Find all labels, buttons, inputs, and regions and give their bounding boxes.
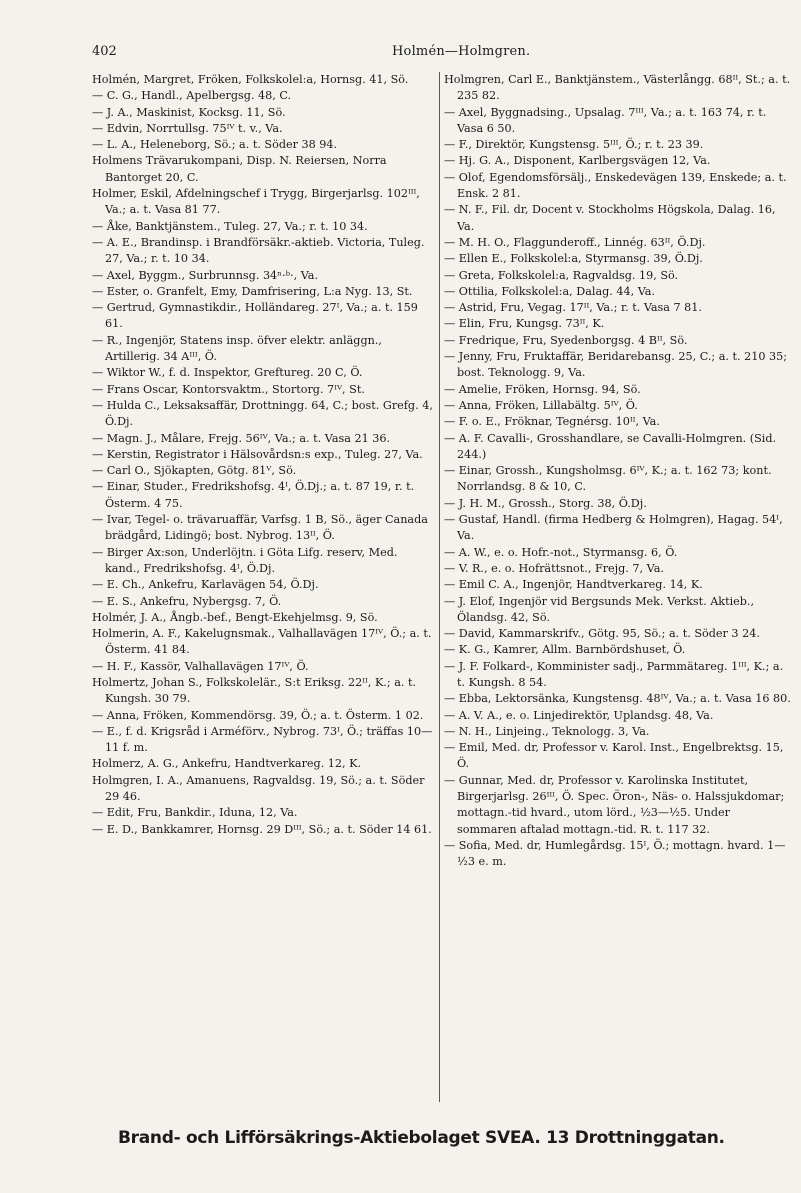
directory-entry: — Carl O., Sjökapten, Götg. 81ⱽ, Sö. [92,464,297,478]
column-divider [439,72,440,1102]
directory-entry: — H. F., Kassör, Valhallavägen 17ᴵⱽ, Ö. [92,659,309,673]
directory-entry: — Gertrud, Gymnastikdir., Holländareg. 27ᴵ, Va.; a. t. 159 61. [92,301,418,331]
directory-entry: — J. Elof, Ingenjör vid Bergsunds Mek. Verkst. Aktieb., Ölandsg. 42, Sö. [444,594,755,624]
directory-entry: — Axel, Byggnadsing., Upsalag. 7ᴵᴵᴵ, Va.; a. t. 163 74, r. t. Vasa 6 50. [444,105,767,135]
running-head: Holmén—Holmgren. [392,44,531,59]
directory-entry: Holmertz, Johan S., Folkskolelär., S:t Eriksg. 22ᴵᴵ, K.; a. t. Kungsh. 30 79. [92,675,417,706]
directory-entry: — E., f. d. Krigsråd i Arméförv., Nybrog. 73ᴵ, Ö.; träffas 10—11 f. m. [92,724,433,755]
directory-entry: Holmén, Margret, Fröken, Folkskolel:a, Hornsg. 41, Sö. [92,73,409,86]
directory-entry: — A. E., Brandinsp. i Brandförsäkr.-aktieb. Victoria, Tuleg. 27, Va.; r. t. 10 34. [92,235,425,266]
directory-entry: Holmgren, I. A., Amanuens, Ragvaldsg. 19, Sö.; a. t. Söder 29 46. [92,773,425,804]
directory-entry: — Hj. G. A., Disponent, Karlbergsvägen 12, Va. [444,154,711,168]
directory-entry: — Fredrique, Fru, Syedenborgsg. 4 Bᴵᴵ, Sö. [444,333,688,347]
directory-entry: — Birger Ax:son, Underlöjtn. i Göta Lifg. reserv, Med. kand., Fredrikshofsg. 4ᴵ, Ö.Dj. [92,545,398,575]
directory-entry: Holmer, Eskil, Afdelningschef i Trygg, Birgerjarlsg. 102ᴵᴵᴵ, Va.; a. t. Vasa 81 77. [92,187,420,217]
directory-entry: — A. W., e. o. Hofr.-not., Styrmansg. 6, Ö. [444,545,678,559]
directory-entry: Holmerin, A. F., Kakelugnsmak., Valhallavägen 17ᴵⱽ, Ö.; a. t. Österm. 41 84. [92,627,432,657]
directory-entry: — E. Ch., Ankefru, Karlavägen 54, Ö.Dj. [92,578,319,592]
directory-entry: — Einar, Grossh., Kungsholmsg. 6ᴵⱽ, K.; a. t. 162 73; kont. Norrlandsg. 8 & 10, C. [444,464,772,494]
directory-entry: Holmens Trävarukompani, Disp. N. Reiersen, Norra Bantorget 20, C. [92,154,387,184]
right-column [444,72,791,871]
directory-entry: — Axel, Byggm., Surbrunnsg. 34ⁿ·ᵇ·, Va. [92,268,318,282]
footer-advertisement: Brand- och Lifförsäkrings-Aktiebolaget SVEA. 13 Drottninggatan. [118,1128,725,1148]
directory-entry: Holmerz, A. G., Ankefru, Handtverkareg. 12, K. [92,757,362,771]
directory-entry: — K. G., Kamrer, Allm. Barnbördshuset, Ö. [444,643,686,657]
directory-entry: — Astrid, Fru, Vegag. 17ᴵᴵ, Va.; r. t. Vasa 7 81. [444,301,702,315]
directory-entry: Holmér, J. A., Ångb.-bef., Bengt-Ekehjelmsg. 9, Sö. [92,610,378,624]
directory-entry: Holmgren, Carl E., Banktjänstem., Västerlångg. 68ᴵᴵ, St.; a. t. 235 82. [444,73,791,103]
directory-entry: — A. F. Cavalli-, Grosshandlare, se Cavalli-Holmgren. (Sid. 244.) [444,431,777,461]
directory-entry: — L. A., Heleneborg, Sö.; a. t. Söder 38 94. [92,138,338,152]
directory-entry: — Anna, Fröken, Kommendörsg. 39, Ö.; a. t. Österm. 1 02. [92,708,424,722]
directory-entry: — Ivar, Tegel- o. trävaruaffär, Varfsg. 1 B, Sö., äger Canada brädgård, Lidingö; bost. Nybrog. 13ᴵᴵ, Ö. [92,513,428,543]
directory-entry: — Einar, Studer., Fredrikshofsg. 4ᴵ, Ö.Dj.; a. t. 87 19, r. t. Österm. 4 75. [92,480,415,510]
directory-entry: — A. V. A., e. o. Linjedirektör, Uplandsg. 48, Va. [444,708,714,722]
directory-entry: — Ellen E., Folkskolel:a, Styrmansg. 39, Ö.Dj. [444,252,703,266]
directory-entry: — Ebba, Lektorsänka, Kungstensg. 48ᴵⱽ, Va.; a. t. Vasa 16 80. [444,692,791,706]
directory-entry: — J. A., Maskinist, Kocksg. 11, Sö. [92,105,286,119]
directory-entry: — Magn. J., Målare, Frejg. 56ᴵⱽ, Va.; a. t. Vasa 21 36. [92,431,391,445]
directory-entry: — Frans Oscar, Kontorsvaktm., Stortorg. 7ᴵⱽ, St. [92,382,365,396]
directory-entry: — E. D., Bankkamrer, Hornsg. 29 Dᴵᴵᴵ, Sö.; a. t. Söder 14 61. [92,822,432,836]
directory-entry: — Wiktor W., f. d. Inspektor, Greftureg. 20 C, Ö. [92,366,363,380]
directory-entry: — Olof, Egendomsförsälj., Enskedevägen 139, Enskede; a. t. Ensk. 2 81. [444,170,787,201]
directory-entry: — Ester, o. Granfelt, Emy, Damfrisering, L:a Nyg. 13, St. [92,284,413,298]
directory-entry: — Edvin, Norrtullsg. 75ᴵⱽ t. v., Va. [92,121,283,135]
directory-entry: — Elin, Fru, Kungsg. 73ᴵᴵ, K. [444,317,605,331]
page-header [92,44,787,64]
directory-entry: — E. S., Ankefru, Nybergsg. 7, Ö. [92,594,282,608]
directory-entry: — Gunnar, Med. dr, Professor v. Karolinska Institutet, Birgerjarlsg. 26ᴵᴵᴵ, Ö. Spec. Öron-, Näs- o. Halssjukdomar; mottagn.-tid hvard., utom lörd., ½3—½5. Under sommaren aftalad mottagn.-tid. R. t. 117 32. [444,773,785,836]
directory-entry: — David, Kammarskrifv., Götg. 95, Sö.; a. t. Söder 3 24. [444,627,760,641]
directory-entry: — J. F. Folkard-, Komminister sadj., Parmmätareg. 1ᴵᴵᴵ, K.; a. t. Kungsh. 8 54. [444,659,784,689]
directory-entry: — Gustaf, Handl. (firma Hedberg & Holmgren), Hagag. 54ᴵ, Va. [444,513,783,543]
directory-entry: — Greta, Folkskolel:a, Ragvaldsg. 19, Sö. [444,268,679,282]
directory-entry: — Jenny, Fru, Fruktaffär, Beridarebansg. 25, C.; a. t. 210 35; bost. Teknologg. 9, Va. [444,350,788,380]
directory-entry: — Ottilia, Folkskolel:a, Dalag. 44, Va. [444,284,656,298]
directory-entry: — Anna, Fröken, Lillabältg. 5ᴵⱽ, Ö. [444,398,638,412]
directory-entry: — Åke, Banktjänstem., Tuleg. 27, Va.; r. t. 10 34. [92,219,368,233]
directory-entry: — J. H. M., Grossh., Storg. 38, Ö.Dj. [444,496,647,510]
directory-entry: — Hulda C., Leksaksaffär, Drottningg. 64, C.; bost. Grefg. 4, Ö.Dj. [92,398,433,429]
directory-entry: — Emil C. A., Ingenjör, Handtverkareg. 14, K. [444,578,703,592]
directory-entry: — F. o. E., Fröknar, Tegnérsg. 10ᴵᴵ, Va. [444,415,660,429]
directory-entry: — M. H. O., Flaggunderoff., Linnég. 63ᴵᴵ, Ö.Dj. [444,235,706,249]
directory-entry: — C. G., Handl., Apelbergsg. 48, C. [92,89,292,103]
directory-entry: — N. H., Linjeing., Teknologg. 3, Va. [444,724,650,738]
directory-entry: — Edit, Fru, Bankdir., Iduna, 12, Va. [92,806,298,820]
directory-entry: — Amelie, Fröken, Hornsg. 94, Sö. [444,382,641,396]
directory-entry: — R., Ingenjör, Statens insp. öfver elektr. anläggn., Artillerig. 34 Aᴵᴵᴵ, Ö. [92,333,382,364]
directory-entry: — N. F., Fil. dr, Docent v. Stockholms Högskola, Dalag. 16, Va. [444,203,776,233]
directory-entry: — Sofia, Med. dr, Humlegårdsg. 15ᴵ, Ö.; mottagn. hvard. 1—½3 e. m. [444,838,786,869]
directory-entry: — Emil, Med. dr, Professor v. Karol. Inst., Engelbrektsg. 15, Ö. [444,741,784,771]
page-number: 402 [92,44,117,59]
directory-entry: — F., Direktör, Kungstensg. 5ᴵᴵᴵ, Ö.; r. t. 23 39. [444,138,704,152]
directory-entry: — Kerstin, Registrator i Hälsovårdsn:s exp., Tuleg. 27, Va. [92,447,423,461]
directory-entry: — V. R., e. o. Hofrättsnot., Frejg. 7, Va. [444,561,664,575]
left-column [92,72,435,838]
